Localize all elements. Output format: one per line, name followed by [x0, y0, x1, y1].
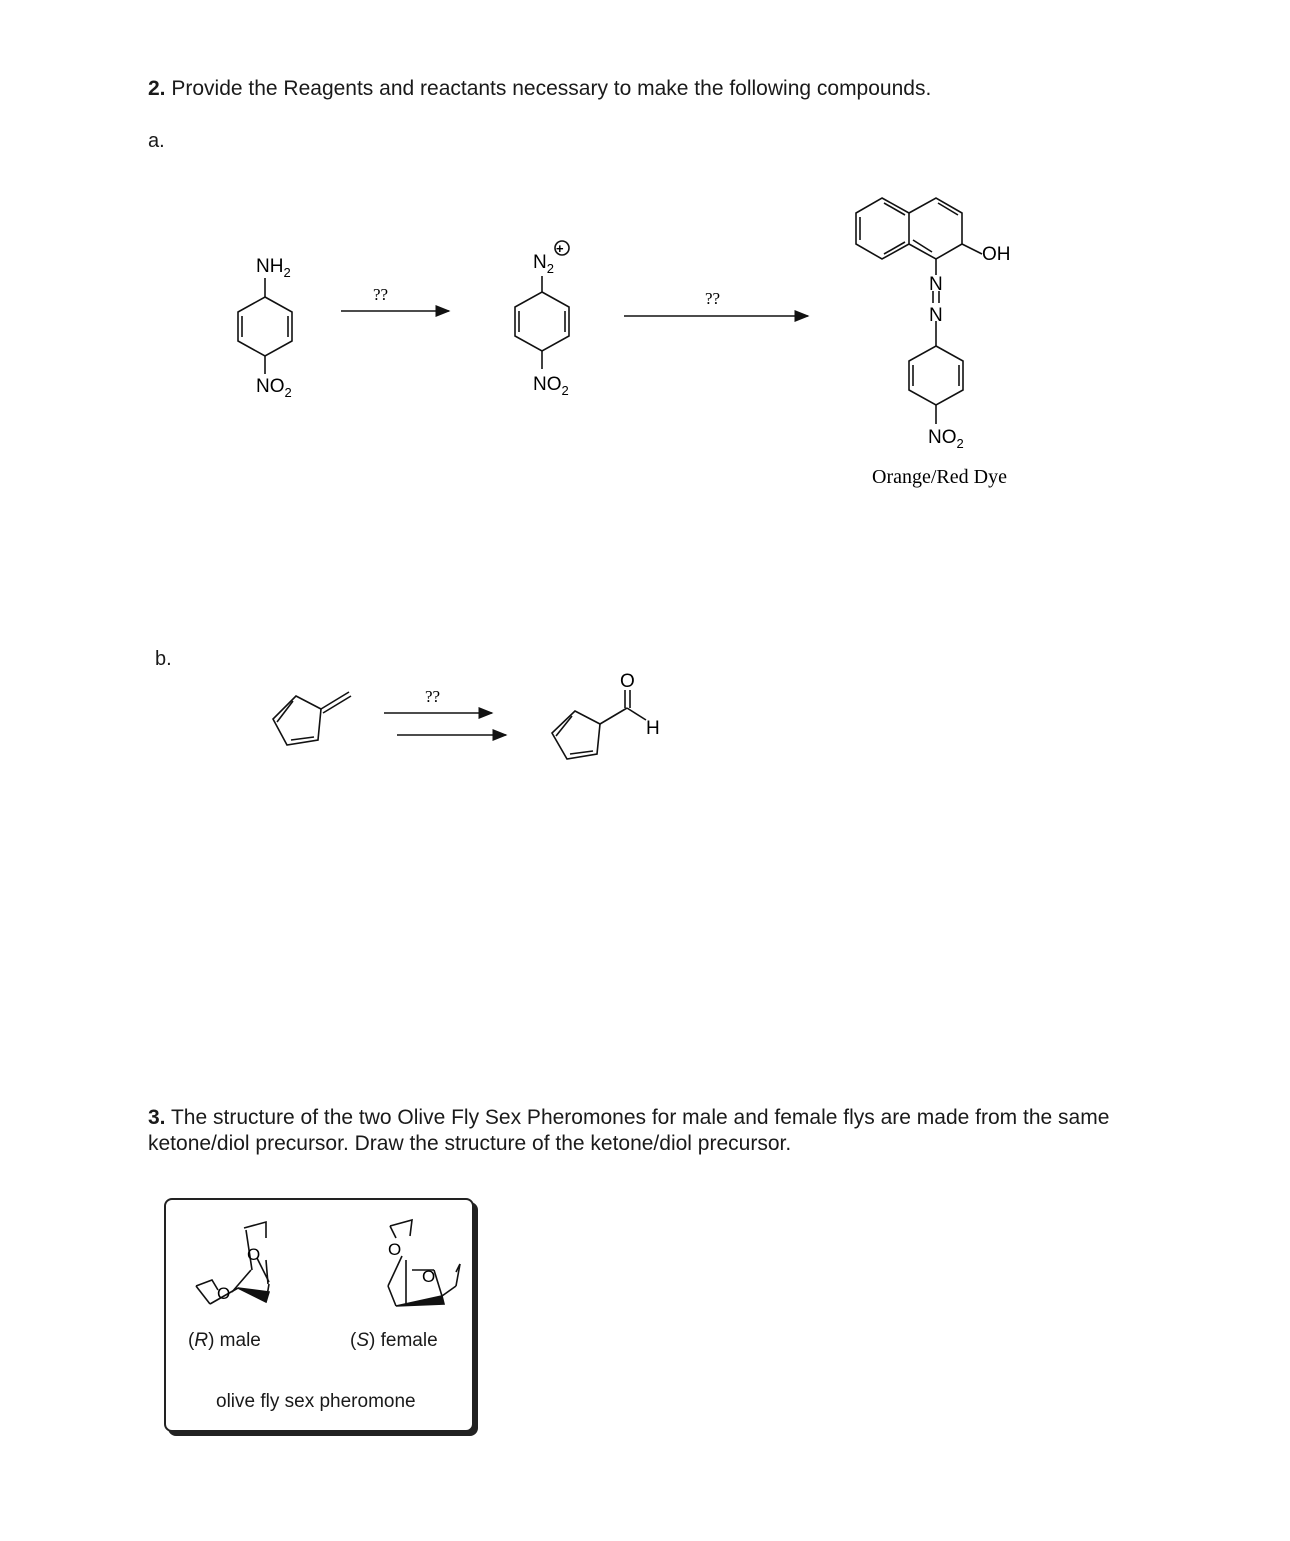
- female-ring-oxygen-top: O: [388, 1240, 402, 1259]
- product-oh: OH: [982, 244, 1011, 265]
- part-b-scheme: [0, 660, 1290, 780]
- product-n1: N: [929, 274, 943, 295]
- female-spiroacetal-structure: [388, 1220, 460, 1306]
- part-a-label: a.: [148, 130, 165, 152]
- question-3-text: The structure of the two Olive Fly Sex Pheromones for male and female flys are made from the same ketone/diol precursor. Draw the structure of the ketone/diol precursor.: [148, 1106, 1110, 1155]
- methylene-cyclopentadiene-structure: [273, 692, 351, 745]
- question-2-text: Provide the Reagents and reactants necessary to make the following compounds.: [165, 77, 932, 100]
- pheromone-caption: olive fly sex pheromone: [216, 1391, 416, 1412]
- question-2-number: 2.: [148, 77, 166, 100]
- question-3-number: 3.: [148, 1106, 166, 1129]
- start-top-group: $NH_2$: [256, 256, 291, 280]
- product-bottom-group: $NO_2$: [928, 427, 964, 451]
- female-label: (S) female: [350, 1330, 438, 1351]
- cyclopentenyl-aldehyde-structure: [552, 690, 646, 759]
- p-nitroaniline-structure: [238, 278, 292, 374]
- male-label: (R) male: [188, 1330, 261, 1351]
- start-bottom-group: $NO_2$: [256, 376, 292, 400]
- middle-bottom-group: $NO_2$: [533, 374, 569, 398]
- part-b-label: b.: [155, 648, 172, 670]
- aldehyde-oxygen: O: [620, 671, 635, 692]
- pheromone-box: [164, 1198, 474, 1432]
- male-ring-oxygen-top: O: [247, 1245, 261, 1264]
- female-ring-oxygen-right: O: [422, 1267, 436, 1286]
- product-caption: Orange/Red Dye: [872, 466, 1007, 488]
- part-a-scheme: [0, 0, 1290, 520]
- arrow-1-label: ??: [373, 285, 389, 304]
- diazonium-charge: +: [556, 241, 564, 256]
- product-n2: N: [929, 305, 943, 326]
- part-b-arrow-label: ??: [425, 687, 441, 706]
- aldehyde-hydrogen: H: [646, 718, 660, 739]
- arrow-2-label: ??: [705, 289, 721, 308]
- male-ring-oxygen-left: O: [217, 1284, 231, 1303]
- azo-dye-structure: [856, 198, 982, 424]
- spiroacetal-structures: [166, 1200, 472, 1320]
- question-3-text-block: [148, 1105, 1148, 1157]
- middle-top-group: $N_2$: [533, 252, 554, 276]
